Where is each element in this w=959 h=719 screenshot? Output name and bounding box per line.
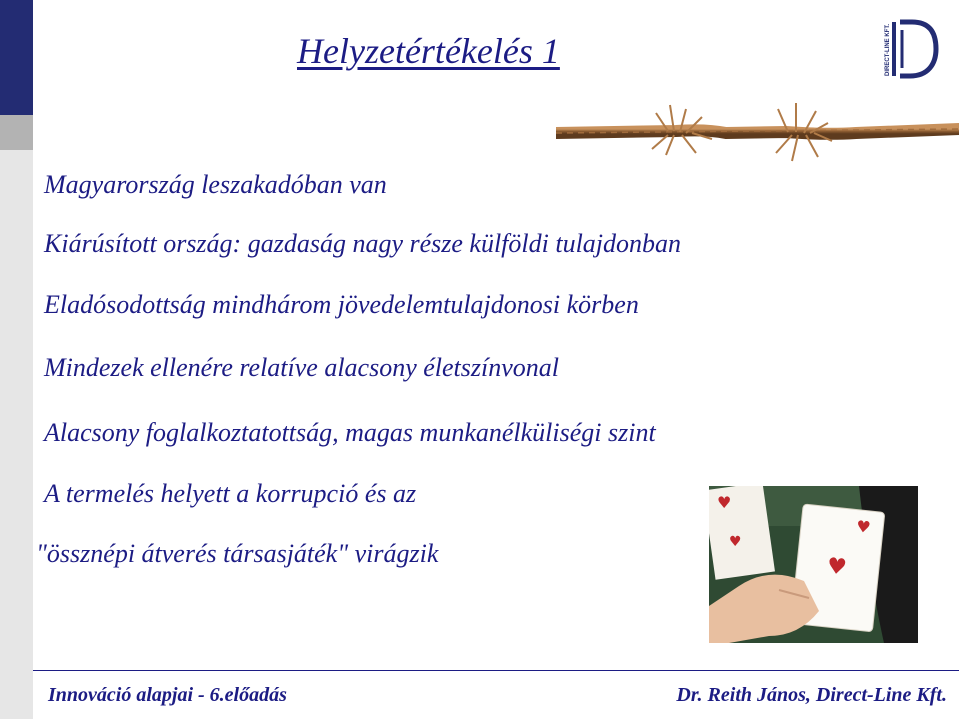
footer-course-label: Innováció alapjai - 6.előadás	[48, 684, 287, 706]
sidebar-gray-segment	[0, 115, 33, 150]
bullet-item: Eladósodottság mindhárom jövedelemtulajdonosi körben	[44, 290, 639, 319]
bullet-item: Alacsony foglalkoztatottság, magas munkanélküliségi szint	[44, 418, 656, 447]
bullet-item: Magyarország leszakadóban van	[44, 170, 387, 199]
ace-up-sleeve-photo	[709, 486, 918, 643]
bullet-item: Mindezek ellenére relatíve alacsony életszínvonal	[44, 353, 559, 382]
bullet-item: A termelés helyett a korrupció és az	[44, 479, 417, 508]
frayed-rope-image	[556, 95, 959, 175]
bullet-item: "össznépi átverés társasjáték" virágzik	[36, 539, 439, 568]
sidebar-navy-segment	[0, 0, 33, 115]
bullet-item: Kiárúsított ország: gazdaság nagy része külföldi tulajdonban	[44, 229, 682, 258]
svg-text:♥: ♥	[717, 493, 732, 512]
footer-divider	[33, 670, 959, 671]
left-sidebar-bar	[0, 0, 33, 719]
footer-author-label: Dr. Reith János, Direct-Line Kft.	[676, 684, 947, 706]
svg-text:♥: ♥	[729, 534, 742, 550]
direct-line-logo	[880, 18, 940, 80]
svg-text:♥: ♥	[825, 553, 848, 581]
sidebar-light-segment	[0, 150, 33, 719]
svg-text:♥: ♥	[855, 516, 872, 538]
svg-text:DIRECT-LINE KFT.: DIRECT-LINE KFT.	[885, 24, 891, 76]
slide-title: Helyzetértékelés 1	[297, 31, 560, 71]
